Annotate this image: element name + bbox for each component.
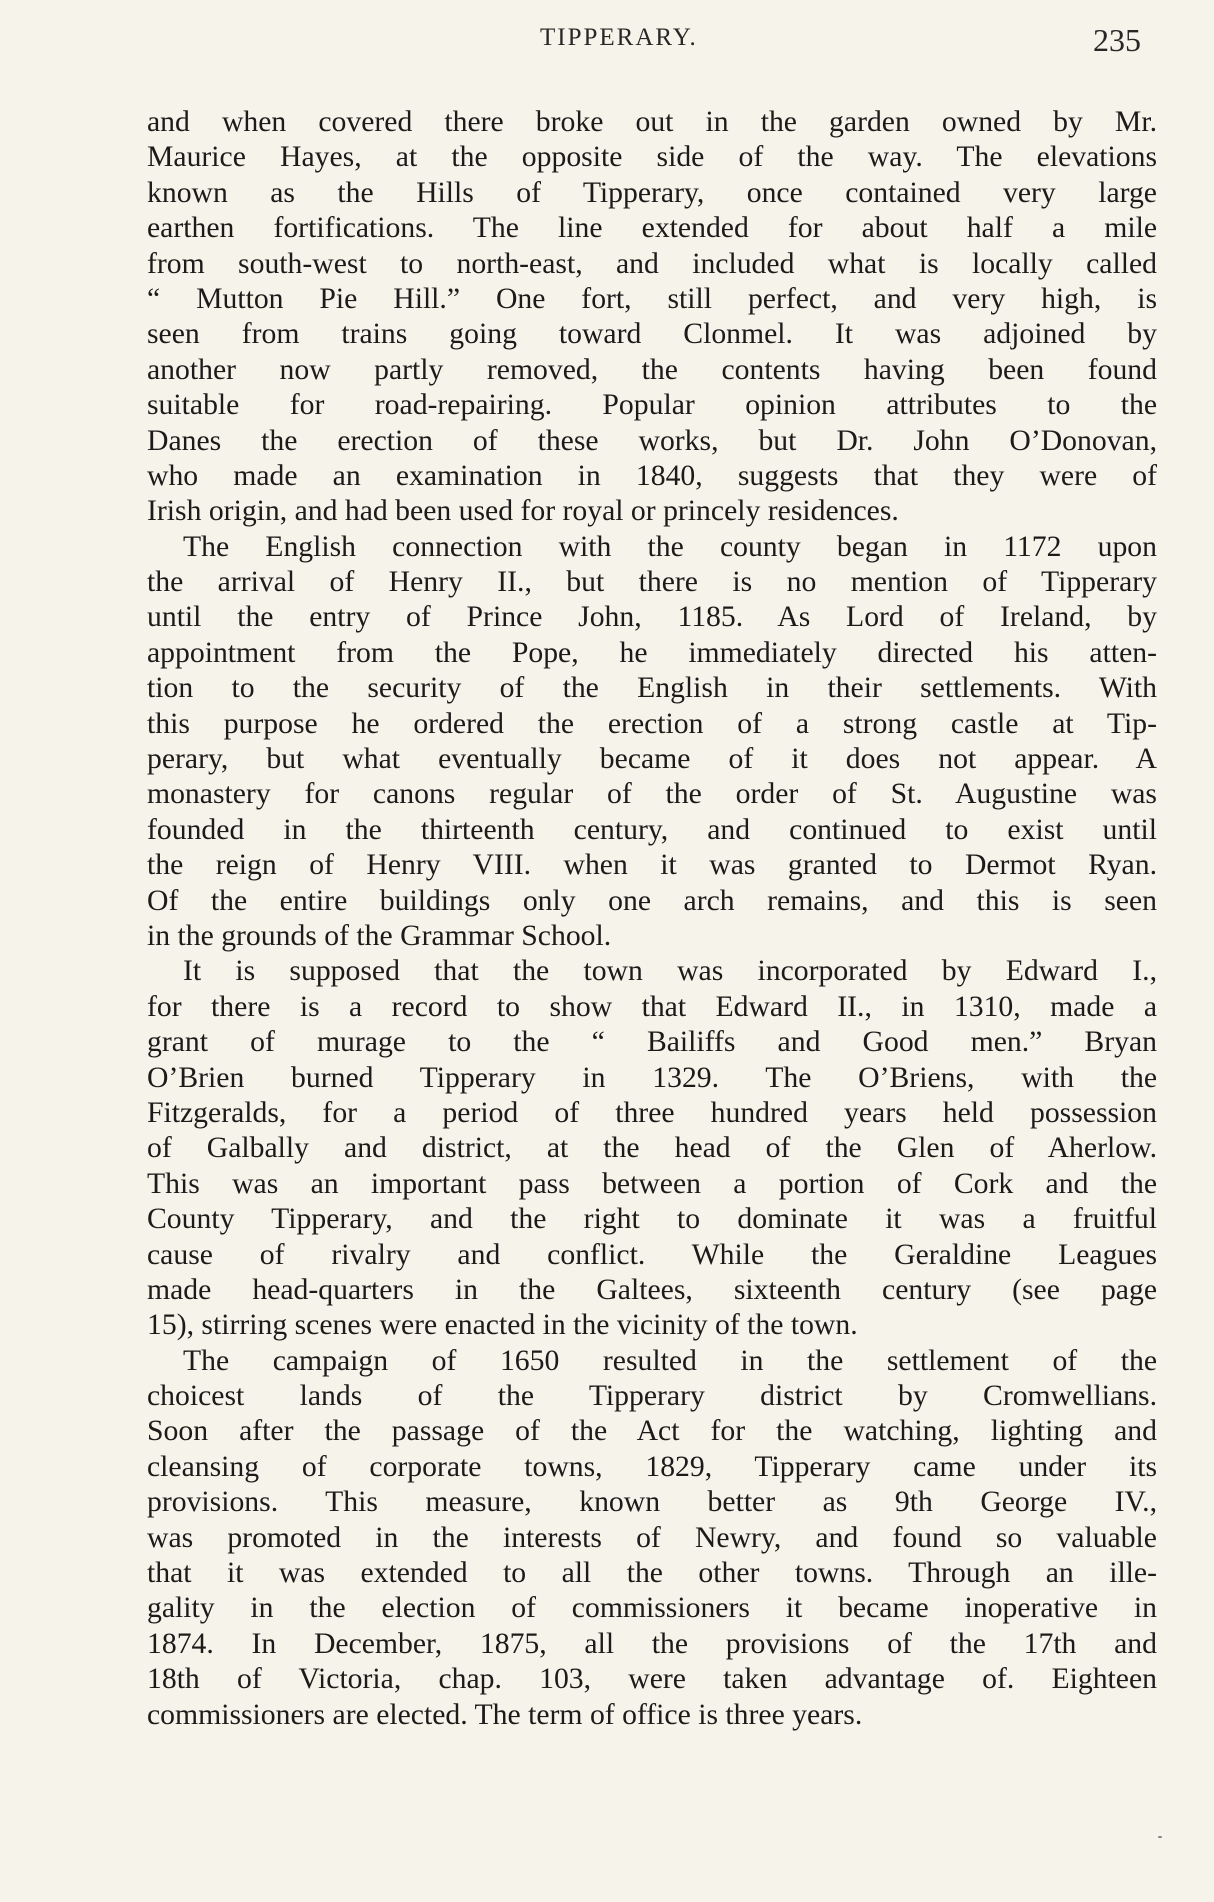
- text-line: appointment from the Pope, he immediately directed his atten-: [147, 636, 1157, 669]
- text-line: Soon after the passage of the Act for the watching, lighting and: [147, 1415, 1157, 1448]
- text-line: 15), stirring scenes were enacted in the vicinity of the town.: [147, 1309, 858, 1342]
- text-line: It is supposed that the town was incorporated by Edward I.,: [183, 955, 1157, 988]
- text-line: of Galbally and district, at the head of the Glen of Aherlow.: [147, 1132, 1157, 1165]
- running-title: TIPPERARY.: [540, 24, 698, 51]
- text-line: perary, but what eventually became of it does not appear. A: [147, 743, 1157, 776]
- text-line: was promoted in the interests of Newry, and found so valuable: [147, 1521, 1157, 1554]
- text-line: who made an examination in 1840, suggests that they were of: [147, 459, 1157, 492]
- text-line: Danes the erection of these works, but Dr. John O’Donovan,: [147, 424, 1157, 457]
- text-line: that it was extended to all the other towns. Through an ille-: [147, 1557, 1157, 1590]
- text-line: known as the Hills of Tipperary, once contained very large: [147, 176, 1157, 209]
- page-number: 235: [1093, 22, 1141, 58]
- text-line: cause of rivalry and conflict. While the Geraldine Leagues: [147, 1238, 1157, 1271]
- text-line: tion to the security of the English in their settlements. With: [147, 672, 1157, 705]
- text-line: provisions. This measure, known better as 9th George IV.,: [147, 1486, 1157, 1519]
- text-line: another now partly removed, the contents having been found: [147, 353, 1157, 386]
- text-line: Of the entire buildings only one arch remains, and this is seen: [147, 884, 1157, 917]
- text-line: this purpose he ordered the erection of a strong castle at Tip-: [147, 707, 1157, 740]
- text-line: 1874. In December, 1875, all the provisions of the 17th and: [147, 1627, 1157, 1660]
- text-line: made head-quarters in the Galtees, sixteenth century (see page: [147, 1273, 1157, 1306]
- text-line: commissioners are elected. The term of office is three years.: [147, 1698, 863, 1731]
- text-line: seen from trains going toward Clonmel. It was adjoined by: [147, 318, 1157, 351]
- paragraph: [147, 1344, 1157, 1733]
- text-line: 18th of Victoria, chap. 103, were taken advantage of. Eighteen: [147, 1663, 1157, 1696]
- text-line: in the grounds of the Grammar School.: [147, 919, 612, 952]
- text-line: gality in the election of commissioners it became inoperative in: [147, 1592, 1157, 1625]
- paragraph: [147, 530, 1157, 955]
- text-line: suitable for road-repairing. Popular opinion attributes to the: [147, 389, 1157, 422]
- text-line: grant of murage to the “ Bailiffs and Good men.” Bryan: [147, 1026, 1157, 1059]
- text-line: monastery for canons regular of the order of St. Augustine was: [147, 778, 1157, 811]
- text-line: O’Brien burned Tipperary in 1329. The O’Briens, with the: [147, 1061, 1157, 1094]
- text-line: choicest lands of the Tipperary district by Cromwellians.: [147, 1380, 1157, 1413]
- text-line: County Tipperary, and the right to dominate it was a fruitful: [147, 1203, 1157, 1236]
- text-line: “ Mutton Pie Hill.” One fort, still perfect, and very high, is: [147, 282, 1157, 315]
- text-line: The English connection with the county began in 1172 upon: [183, 530, 1157, 563]
- paragraph: [147, 105, 1157, 530]
- text-line: Fitzgeralds, for a period of three hundred years held possession: [147, 1096, 1157, 1129]
- text-line: earthen fortifications. The line extended for about half a mile: [147, 212, 1157, 245]
- text-line: from south-west to north-east, and included what is locally called: [147, 247, 1157, 280]
- text-line: and when covered there broke out in the garden owned by Mr.: [147, 106, 1157, 138]
- text-line: until the entry of Prince John, 1185. As Lord of Ireland, by: [147, 601, 1157, 634]
- paragraph: [147, 954, 1157, 1343]
- paper-speck: [1158, 1836, 1162, 1838]
- text-line: for there is a record to show that Edward II., in 1310, made a: [147, 990, 1157, 1023]
- text-line: the reign of Henry VIII. when it was granted to Dermot Ryan.: [147, 849, 1157, 882]
- text-line: This was an important pass between a portion of Cork and the: [147, 1167, 1157, 1200]
- text-line: Irish origin, and had been used for royal or princely residences.: [147, 495, 899, 528]
- body-text: [147, 105, 1157, 1733]
- text-line: founded in the thirteenth century, and continued to exist until: [147, 813, 1157, 846]
- text-line: The campaign of 1650 resulted in the settlement of the: [183, 1344, 1157, 1377]
- text-line: the arrival of Henry II., but there is no mention of Tipperary: [147, 566, 1157, 599]
- text-line: cleansing of corporate towns, 1829, Tipperary came under its: [147, 1450, 1157, 1483]
- text-line: Maurice Hayes, at the opposite side of the way. The elevations: [147, 141, 1157, 174]
